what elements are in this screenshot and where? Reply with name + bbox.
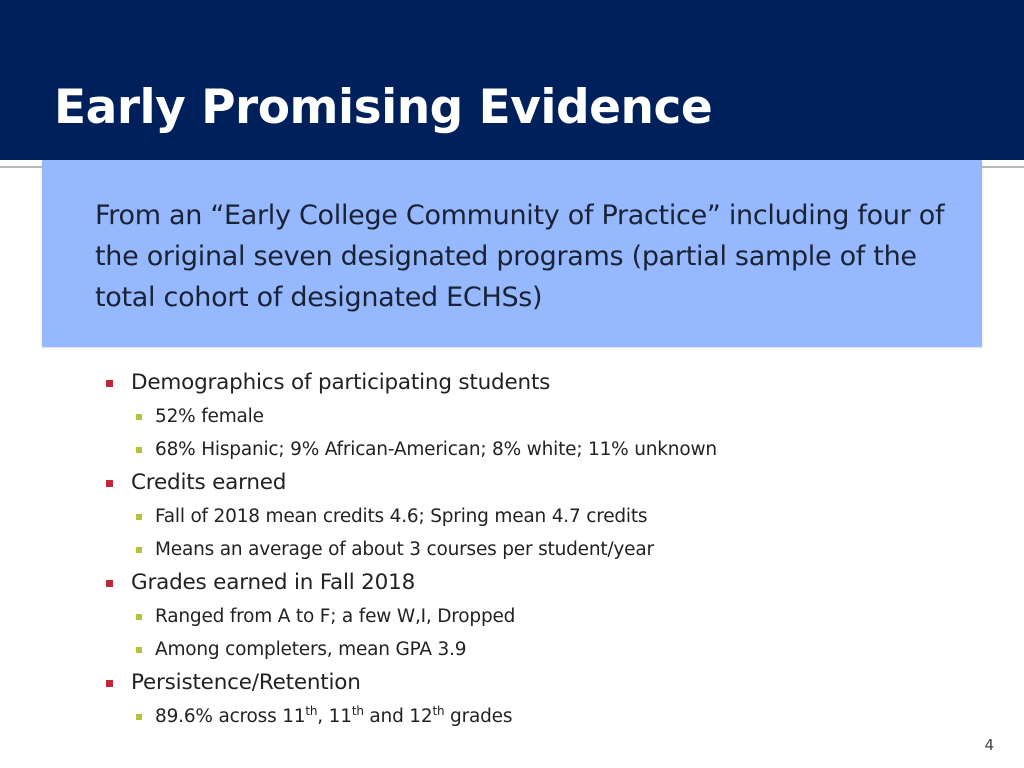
sub-bullet-retention	[0, 700, 1024, 733]
page-number: 4	[984, 736, 994, 754]
green-square-bullet-icon	[136, 514, 142, 520]
bullet-list	[0, 366, 1024, 733]
bullet-label: Persistence/Retention	[131, 670, 361, 695]
sub-bullet	[0, 600, 1024, 633]
red-square-bullet-icon	[106, 680, 113, 687]
sub-bullet-text: Means an average of about 3 courses per student/year	[155, 539, 654, 560]
sub-bullet	[0, 533, 1024, 566]
green-square-bullet-icon	[136, 414, 142, 420]
sub-bullet-text: 68% Hispanic; 9% African-American; 8% white; 11% unknown	[155, 439, 717, 460]
callout-text: From an “Early College Community of Practice” including four of the original seven designated programs (partial sample of the total cohort of designated ECHSs)	[95, 200, 945, 313]
callout-box	[42, 160, 982, 347]
red-square-bullet-icon	[106, 380, 113, 387]
superscript-th: th	[305, 704, 318, 718]
bullet-grades	[0, 566, 1024, 600]
retention-text-part1: 89.6% across 11	[155, 706, 306, 727]
sub-bullet-text: Ranged from A to F; a few W,I, Dropped	[155, 606, 516, 627]
sub-bullet-text: Among completers, mean GPA 3.9	[155, 639, 467, 660]
sub-bullet	[0, 400, 1024, 433]
bullet-persistence	[0, 666, 1024, 700]
retention-text-part4: grades	[444, 706, 513, 727]
red-square-bullet-icon	[106, 580, 113, 587]
green-square-bullet-icon	[136, 647, 142, 653]
slide-title: Early Promising Evidence	[54, 80, 713, 135]
green-square-bullet-icon	[136, 714, 142, 720]
sub-bullet-text: Fall of 2018 mean credits 4.6; Spring mean 4.7 credits	[155, 506, 648, 527]
retention-text-part2: , 11	[317, 706, 352, 727]
title-bar	[0, 0, 1024, 160]
retention-text-part3: and 12	[363, 706, 433, 727]
bullet-label: Grades earned in Fall 2018	[131, 570, 416, 595]
bullet-demographics	[0, 366, 1024, 400]
bullet-label: Credits earned	[131, 470, 287, 495]
green-square-bullet-icon	[136, 447, 142, 453]
sub-bullet	[0, 633, 1024, 666]
red-square-bullet-icon	[106, 480, 113, 487]
bullet-label: Demographics of participating students	[131, 370, 551, 395]
bullet-credits	[0, 466, 1024, 500]
green-square-bullet-icon	[136, 614, 142, 620]
superscript-th: th	[432, 704, 445, 718]
green-square-bullet-icon	[136, 547, 142, 553]
sub-bullet-text: 52% female	[155, 406, 264, 427]
sub-bullet	[0, 433, 1024, 466]
superscript-th: th	[351, 704, 364, 718]
sub-bullet	[0, 500, 1024, 533]
